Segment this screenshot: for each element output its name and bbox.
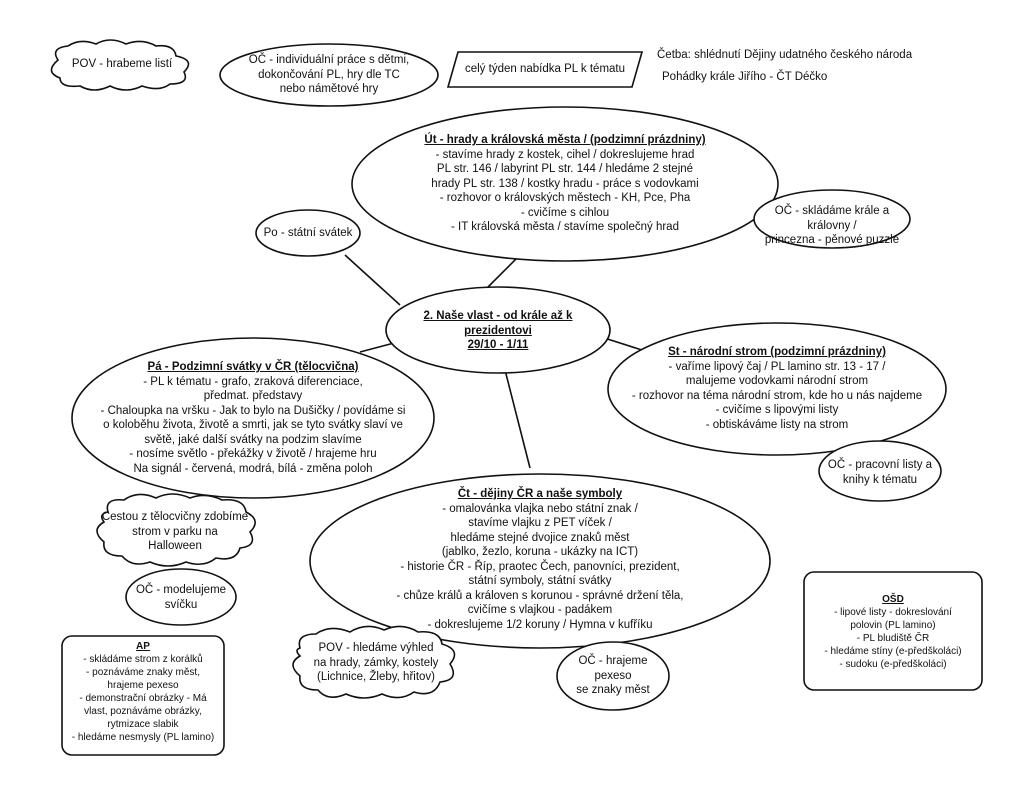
thursday-oc-line: OČ - hrajeme — [578, 655, 648, 667]
thursday-pov-text — [302, 641, 450, 685]
ap-line: - skládáme strom z korálků — [83, 654, 203, 665]
friday-title: Pá - Podzimní svátky v ČR (tělocvična) — [147, 361, 359, 373]
week-offer-label: celý týden nabídka PL k tématu — [464, 63, 626, 75]
connector-monday — [345, 255, 400, 305]
reading-note — [657, 44, 987, 88]
friday-line: Na signál - červená, modrá, bílá - změna poloh — [133, 462, 373, 475]
ap-title: AP — [136, 641, 150, 652]
tuesday-line: - IT královská města / stavíme společný hrad — [451, 221, 679, 233]
thursday-pov-line: na hrady, zámky, kostely — [313, 656, 439, 669]
tuesday-line: - cvičíme s cihlou — [520, 206, 610, 219]
osd-title: OŠD — [882, 594, 904, 605]
tuesday-line: hrady PL str. 138 / kostky hradu - práce s vodovkami — [431, 177, 699, 190]
ap-line: hrajeme pexeso — [107, 680, 179, 691]
wednesday-line: - rozhovor na téma národní strom, kde ho u nás najdeme — [631, 389, 923, 402]
wednesday-line: - obtiskáváme listy na strom — [705, 418, 849, 431]
oc-individual-line: dokončování PL, hry dle TC — [258, 68, 400, 81]
thursday-line: - historie ČR - Říp, praotec Čech, panovníci, prezident, — [400, 560, 680, 573]
friday-oc-text — [128, 583, 234, 612]
thursday-title: Čt - dějiny ČR a naše symboly — [457, 488, 623, 500]
tuesday-line: PL str. 146 / labyrint PL str. 144 / hledáme 2 stejné — [436, 163, 694, 175]
thursday-line: - omalovánka vlajka nebo státní znak / — [442, 502, 638, 515]
reading-line: Četba: shlédnutí Dějiny udatného českého národa — [657, 49, 913, 61]
wednesday-oc-line: OČ - pracovní listy a — [827, 459, 933, 471]
ap-text — [64, 640, 222, 744]
tuesday-oc-line: princezna - pěnové puzzle — [764, 234, 900, 246]
thursday-oc-line: pexeso — [594, 669, 632, 682]
friday-cloud-line: strom v parku na — [132, 525, 218, 538]
friday-line: - nosíme světlo - překážky v životě / hrajeme hru — [129, 448, 377, 460]
friday-line: - Chaloupka na vršku - Jak to bylo na Dušičky / povídáme si — [100, 404, 406, 417]
thursday-line: cvičíme s vlajkou - padákem — [467, 604, 613, 616]
pov-leaves-text — [60, 57, 184, 72]
thursday-line: hledáme stejné dvojice znaků měst — [450, 531, 630, 544]
thursday-line: - dokreslujeme 1/2 koruny / Hymna v kufříku — [427, 618, 653, 631]
osd-line: - PL bludiště ČR — [856, 633, 930, 644]
osd-line: - hledáme stíny (e-předškoláci) — [824, 646, 962, 657]
friday-line: předmat. představy — [203, 390, 303, 402]
oc-individual-line: OČ - individuální práce s dětmi, — [248, 54, 410, 66]
wednesday-line: malujeme vodovkami národní strom — [685, 375, 869, 387]
tuesday-title: Út - hrady a královská města / (podzimní prázdniny) — [424, 134, 706, 146]
friday-oc-line: OČ - modelujeme — [135, 584, 227, 596]
thursday-oc-text — [563, 654, 663, 698]
monday-label: Po - státní svátek — [263, 227, 353, 239]
ap-line: rytmizace slabik — [107, 719, 179, 730]
friday-cloud-line: Halloween — [148, 540, 202, 552]
friday-oc-line: svíčku — [164, 598, 198, 611]
friday-line: světě, jaké další svátky na podzim slavíme — [144, 433, 362, 446]
friday-cloud-text — [100, 510, 250, 554]
center-topic — [400, 309, 596, 353]
osd-text — [806, 593, 980, 671]
friday-line: - PL k tématu - grafo, zraková diferenciace, — [143, 375, 363, 388]
friday-cloud-line: Cestou z tělocvičny zdobíme — [101, 511, 249, 523]
ap-line: - demonstrační obrázky - Má — [79, 693, 207, 704]
wednesday-line: - cvičíme s lipovými listy — [715, 404, 839, 416]
ap-line: vlast, poznáváme obrázky, — [84, 706, 202, 717]
tuesday-oc-line: OČ - skládáme krále a královny / — [774, 205, 890, 232]
reading-line: Pohádky krále Jiřího - ČT Déčko — [662, 71, 828, 83]
connector-thursday — [505, 370, 530, 468]
thursday-line: - chůze králů a královen s korunou - správné držení těla, — [396, 589, 684, 602]
ap-line: - poznáváme znaky měst, — [86, 667, 200, 678]
tuesday-line: - rozhovor o královských městech - KH, Pce, Pha — [439, 192, 691, 204]
wednesday-title: St - národní strom (podzimní prázdniny) — [668, 346, 886, 358]
center-line: prezidentovi — [464, 324, 532, 337]
thursday-pov-line: (Lichnice, Žleby, hřitov) — [316, 671, 436, 683]
thursday-line: stavíme vlajku z PET víček / — [468, 517, 612, 529]
thursday-line: (jablko, žezlo, koruna - ukázky na ICT) — [441, 546, 639, 558]
wednesday-oc-line: knihy k tématu — [842, 473, 918, 486]
friday-text — [75, 360, 431, 476]
center-line: 2. Naše vlast - od krále až k — [423, 310, 573, 322]
center-line: 29/10 - 1/11 — [467, 339, 529, 351]
oc-individual-text — [226, 53, 432, 97]
pov-leaves-label: POV - hrabeme listí — [71, 58, 173, 70]
tuesday-line: - stavíme hrady z kostek, cihel / dokreslujeme hrad — [435, 148, 695, 161]
friday-line: o koloběhu života, životě a smrti, jak se tyto svátky slaví ve — [103, 419, 403, 431]
thursday-line: státní symboly, státní svátky — [468, 575, 612, 587]
tuesday-oc-text — [758, 204, 906, 248]
osd-line: - lipové listy - dokreslování — [834, 607, 952, 618]
thursday-text — [330, 487, 750, 632]
tuesday-text — [392, 133, 738, 235]
thursday-pov-line: POV - hledáme výhled — [318, 642, 434, 654]
week-offer-text — [452, 62, 638, 77]
oc-individual-line: nebo námětové hry — [279, 83, 379, 95]
wednesday-line: - vaříme lipový čaj / PL lamino str. 13 - 17 / — [668, 360, 886, 373]
ap-line: - hledáme nesmysly (PL lamino) — [71, 732, 215, 743]
wednesday-oc-text — [820, 458, 940, 487]
thursday-oc-line: se znaky měst — [576, 684, 650, 696]
osd-line: - sudoku (e-předškoláci) — [839, 659, 947, 670]
wednesday-text — [612, 345, 942, 432]
osd-line: polovin (PL lamino) — [850, 620, 936, 631]
monday-text — [258, 226, 358, 241]
